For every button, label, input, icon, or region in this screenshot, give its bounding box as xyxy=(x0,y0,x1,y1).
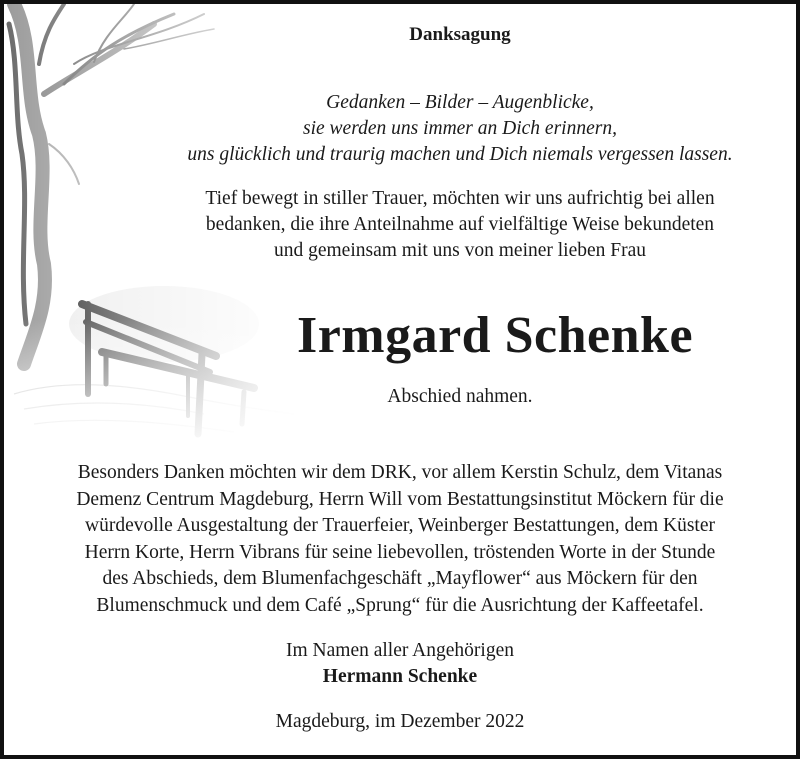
thanks-line: Demenz Centrum Magdeburg, Herrn Will vom Bestattungsinstitut Möckern für die xyxy=(76,488,724,510)
intro-line: bedanken, die ihre Anteilnahme auf vielfältige Weise bekundeten xyxy=(205,214,715,235)
intro-line: Tief bewegt in stiller Trauer, möchten wir uns aufrichtig bei allen xyxy=(205,188,715,209)
thanks-line: würdevolle Ausgestaltung der Trauerfeier, Weinberger Bestattungen, dem Küster xyxy=(85,515,715,536)
intro-line: und gemeinsam mit uns von meiner lieben Frau xyxy=(273,240,647,261)
poem-line: uns glücklich und traurig machen und Dich niemals vergessen lassen. xyxy=(187,144,733,165)
poem-line: sie werden uns immer an Dich erinnern, xyxy=(303,118,617,139)
thanks-line: Blumenschmuck und dem Café „Sprung“ für die Ausrichtung der Kaffeetafel. xyxy=(96,594,704,616)
heading: Danksagung xyxy=(409,24,511,45)
intro-paragraph xyxy=(4,186,796,264)
thanks-line: Besonders Danken möchten wir dem DRK, vor allem Kerstin Schulz, dem Vitanas xyxy=(77,462,723,483)
signer-name: Hermann Schenke xyxy=(322,666,478,687)
place-date: Magdeburg, im Dezember 2022 xyxy=(275,711,525,732)
poem xyxy=(4,90,796,168)
closing-line: Im Namen aller Angehörigen xyxy=(286,640,514,661)
thanks-line: Herrn Korte, Herrn Vibrans für seine liebevollen, tröstenden Worte in der Stunde xyxy=(84,541,716,563)
closing xyxy=(4,638,796,690)
poem-line: Gedanken – Bilder – Augenblicke, xyxy=(326,92,594,113)
farewell-text: Abschied nahmen. xyxy=(387,386,533,407)
thanks-paragraph xyxy=(4,460,796,619)
deceased-name: Irmgard Schenke xyxy=(296,307,694,364)
thanks-line: des Abschieds, dem Blumenfachgeschäft „Mayflower“ aus Möckern für den xyxy=(102,568,698,589)
